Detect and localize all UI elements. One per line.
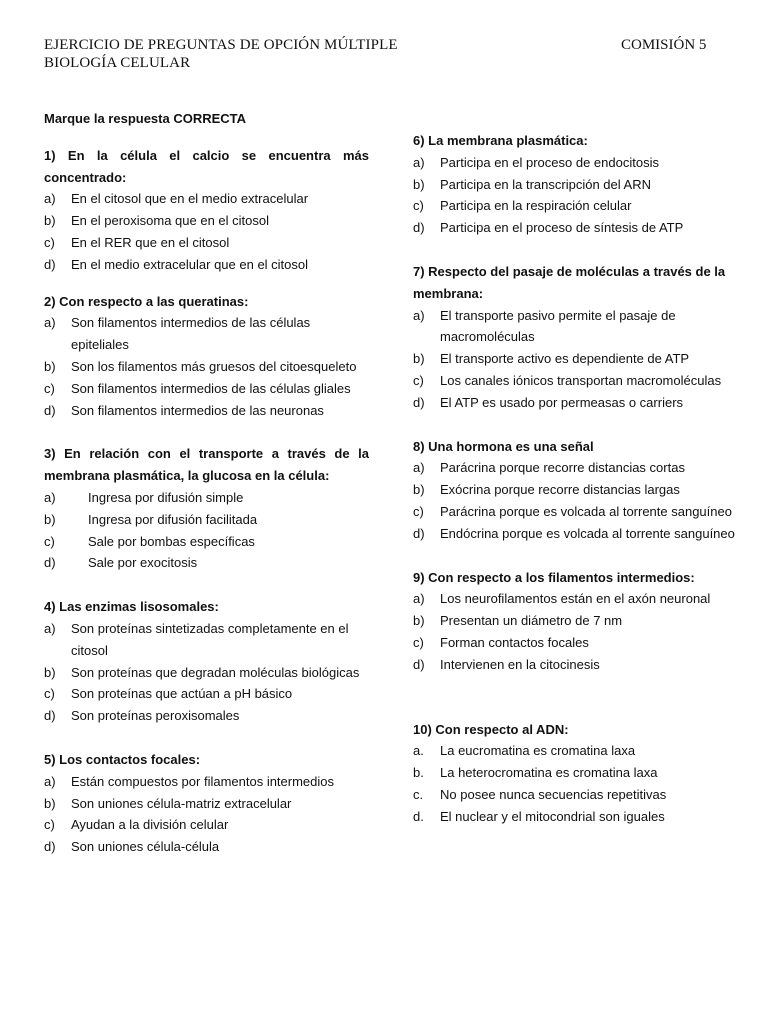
question-9 xyxy=(413,567,738,676)
option-letter: a) xyxy=(44,315,56,331)
option-letter: b) xyxy=(413,613,425,629)
option-letter: a. xyxy=(413,743,424,759)
question-title: 7) Respecto del pasaje de moléculas a través de la membrana: xyxy=(413,263,726,301)
option-letter: b) xyxy=(44,664,56,680)
option-text: Exócrina porque recorre distancias largas xyxy=(440,482,680,498)
question-title: 9) Con respecto a los filamentos intermedios: xyxy=(413,569,695,585)
option xyxy=(413,632,738,654)
option xyxy=(413,588,738,610)
question-title: 6) La membrana plasmática: xyxy=(413,133,588,148)
right-column xyxy=(413,130,738,843)
option-text: El nuclear y el mitocondrial son iguales xyxy=(440,808,665,824)
option-text: Parácrina porque recorre distancias cortas xyxy=(440,460,685,476)
option-text: Los canales iónicos transportan macromoléculas xyxy=(440,372,722,388)
option-letter: b) xyxy=(44,795,56,811)
option-letter: c) xyxy=(413,634,424,650)
question-title: 10) Con respecto al ADN: xyxy=(413,721,569,737)
left-column xyxy=(44,108,369,873)
option xyxy=(44,793,369,815)
option-text: Son uniones célula-matriz extracelular xyxy=(71,795,292,811)
option xyxy=(44,400,369,422)
option xyxy=(44,509,369,531)
option-letter: a) xyxy=(413,591,425,607)
question-5 xyxy=(44,749,369,858)
option-letter: a) xyxy=(44,773,56,789)
option-text: Los neurofilamentos están en el axón neuronal xyxy=(440,591,711,607)
option xyxy=(413,305,738,349)
option xyxy=(413,152,738,174)
option-letter: b) xyxy=(413,176,425,192)
option-text: Son filamentos intermedios de las células gliales xyxy=(71,380,351,396)
option-text: Parácrina porque es volcada al torrente sanguíneo xyxy=(440,503,732,519)
option-letter: c) xyxy=(413,372,424,388)
option-text: Presentan un diámetro de 7 nm xyxy=(440,613,623,629)
option-letter: b) xyxy=(413,351,425,367)
option-text: Son filamentos intermedios de las neuronas xyxy=(71,402,324,418)
option-text: Son los filamentos más gruesos del citoesqueleto xyxy=(71,358,357,374)
option-letter: d) xyxy=(413,656,425,672)
option xyxy=(44,356,369,378)
question-3 xyxy=(44,443,369,574)
instruction: Marque la respuesta CORRECTA xyxy=(44,111,247,126)
option-text: Participa en el proceso de endocitosis xyxy=(440,154,659,170)
option xyxy=(44,771,369,793)
option-letter: c) xyxy=(44,817,55,833)
option xyxy=(413,523,738,545)
option-letter: a) xyxy=(44,191,56,207)
document-header xyxy=(44,36,398,72)
option-text: En el peroxisoma que en el citosol xyxy=(71,213,270,229)
option xyxy=(413,217,738,239)
option-text: En el RER que en el citosol xyxy=(71,234,230,250)
option xyxy=(44,378,369,400)
option-text: Participa en la transcripción del ARN xyxy=(440,176,651,192)
option-letter: b) xyxy=(44,213,56,229)
option xyxy=(413,740,738,762)
question-title: 5) Los contactos focales: xyxy=(44,751,201,767)
question-7 xyxy=(413,261,738,414)
option-letter: b) xyxy=(44,511,56,527)
question-4 xyxy=(44,596,369,727)
option-letter: a) xyxy=(44,489,56,505)
option xyxy=(44,814,369,836)
option-letter: d) xyxy=(44,256,56,272)
option-letter: d) xyxy=(44,839,56,855)
option-letter: b) xyxy=(44,358,56,374)
option-text: El transporte activo es dependiente de ATP xyxy=(440,351,690,367)
header-commission: COMISIÓN 5 xyxy=(621,37,707,53)
option-text: Ayudan a la división celular xyxy=(71,817,229,833)
option-letter: a) xyxy=(413,307,425,323)
option xyxy=(413,370,738,392)
option xyxy=(44,618,369,662)
question-8 xyxy=(413,436,738,545)
option xyxy=(413,457,738,479)
option xyxy=(44,705,369,727)
option-letter: a) xyxy=(413,154,425,170)
option-letter: d) xyxy=(44,402,56,418)
option-letter: c) xyxy=(44,234,55,250)
option xyxy=(413,392,738,414)
option-text: Forman contactos focales xyxy=(440,634,589,650)
question-title: 2) Con respecto a las queratinas: xyxy=(44,293,249,309)
option xyxy=(44,232,369,254)
option-text: Son proteínas que degradan moléculas biológicas xyxy=(71,664,360,680)
option-letter: d) xyxy=(413,394,425,410)
option xyxy=(44,188,369,210)
option-text: Participa en el proceso de síntesis de ATP xyxy=(440,220,684,236)
option-letter: d) xyxy=(44,555,56,571)
option xyxy=(413,654,738,676)
option-letter: b. xyxy=(413,765,424,781)
option-letter: a) xyxy=(413,460,425,476)
option xyxy=(413,610,738,632)
option-text: En el citosol que en el medio extracelular xyxy=(71,191,309,207)
option xyxy=(413,762,738,784)
option-text: Intervienen en la citocinesis xyxy=(440,656,600,672)
option xyxy=(44,836,369,858)
option-text: El transporte pasivo permite el pasaje de macromoléculas xyxy=(440,307,676,345)
option-text: Ingresa por difusión simple xyxy=(88,489,244,505)
option xyxy=(44,552,369,574)
option-text: Son proteínas sintetizadas completamente en el citosol xyxy=(71,620,349,658)
header-title-line: EJERCICIO DE PREGUNTAS DE OPCIÓN MÚLTIPLE xyxy=(44,37,398,53)
option-letter: c) xyxy=(44,380,55,396)
option xyxy=(413,174,738,196)
option-text: Están compuestos por filamentos intermedios xyxy=(71,773,335,789)
question-6 xyxy=(413,130,738,239)
option xyxy=(44,312,369,356)
header-subject-line: BIOLOGÍA CELULAR xyxy=(44,55,191,71)
option xyxy=(413,784,738,806)
option-text: Son proteínas que actúan a pH básico xyxy=(71,686,293,702)
option xyxy=(44,487,369,509)
option-text: Endócrina porque es volcada al torrente sanguíneo xyxy=(440,525,735,541)
option-text: Ingresa por difusión facilitada xyxy=(88,511,258,527)
option-text: Son uniones célula-célula xyxy=(71,839,220,855)
option xyxy=(413,195,738,217)
option-letter: d. xyxy=(413,808,424,824)
question-10 xyxy=(413,719,738,828)
option-text: La eucromatina es cromatina laxa xyxy=(440,743,636,759)
option-text: El ATP es usado por permeasas o carriers xyxy=(440,394,684,410)
option-letter: d) xyxy=(413,525,425,541)
question-1 xyxy=(44,145,369,276)
option-text: La heterocromatina es cromatina laxa xyxy=(440,765,658,781)
option-text: No posee nunca secuencias repetitivas xyxy=(440,786,667,802)
option xyxy=(413,501,738,523)
option-letter: c) xyxy=(413,198,424,214)
option-letter: c) xyxy=(44,533,55,549)
question-title: 4) Las enzimas lisosomales: xyxy=(44,599,219,615)
option-text: Son filamentos intermedios de las células epiteliales xyxy=(71,315,311,353)
option-text: Sale por exocitosis xyxy=(88,555,198,571)
option-letter: d) xyxy=(44,708,56,724)
option-letter: c) xyxy=(44,686,55,702)
option-letter: d) xyxy=(413,220,425,236)
option xyxy=(44,662,369,684)
option-text: Sale por bombas específicas xyxy=(88,533,255,549)
option xyxy=(413,806,738,828)
question-2 xyxy=(44,291,369,422)
option-letter: b) xyxy=(413,482,425,498)
option xyxy=(44,531,369,553)
option xyxy=(44,683,369,705)
question-title: 1) En la célula el calcio se encuentra más concentrado: xyxy=(44,147,369,185)
option-letter: c. xyxy=(413,786,424,802)
question-title: 3) En relación con el transporte a través de la membrana plasmática, la glucosa en la célula: xyxy=(44,446,369,484)
option xyxy=(44,210,369,232)
option-letter: a) xyxy=(44,620,56,636)
option xyxy=(44,254,369,276)
option xyxy=(413,479,738,501)
option-text: Son proteínas peroxisomales xyxy=(71,708,240,724)
option xyxy=(413,348,738,370)
question-title: 8) Una hormona es una señal xyxy=(413,438,594,454)
option-letter: c) xyxy=(413,503,424,519)
option-text: Participa en la respiración celular xyxy=(440,198,632,214)
option-text: En el medio extracelular que en el citosol xyxy=(71,256,309,272)
